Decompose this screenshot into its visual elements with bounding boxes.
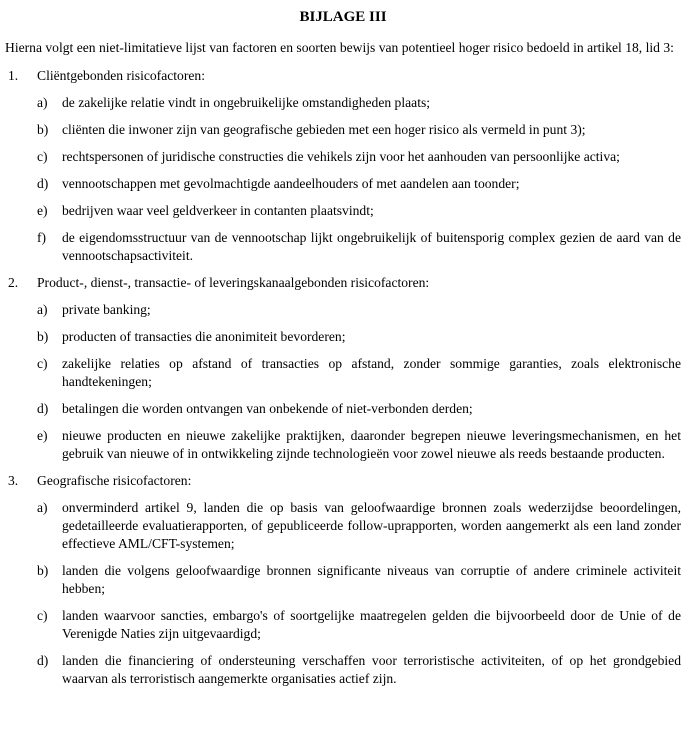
- list-item: [5, 301, 681, 319]
- list-item-text: bedrijven waar veel geldverkeer in contanten plaatsvindt;: [62, 203, 374, 218]
- list-item-marker: c): [37, 356, 48, 371]
- list-item: [5, 229, 681, 265]
- list-item-text: nieuwe producten en nieuwe zakelijke praktijken, daaronder begrepen nieuwe leveringsmechanismen, en het gebruik van nieuwe of in ontwikkeling zijnde technologieën voor zowel nieuwe als reeds bestaande producten.: [62, 428, 681, 461]
- list-item-text: landen die volgens geloofwaardige bronnen significante niveaus van corruptie of andere criminele activiteit hebben;: [62, 563, 681, 596]
- list-item: [5, 328, 681, 346]
- list-item: [5, 121, 681, 139]
- list-item: [5, 202, 681, 220]
- section-2: [5, 274, 681, 292]
- list-item: [5, 499, 681, 553]
- list-item-marker: a): [37, 500, 48, 515]
- list-item-marker: b): [37, 122, 49, 137]
- section-1: [5, 67, 681, 85]
- list-item-text: cliënten die inwoner zijn van geografische gebieden met een hoger risico als vermeld in punt 3);: [62, 122, 586, 137]
- section-3: [5, 472, 681, 490]
- list-item-marker: b): [37, 563, 49, 578]
- list-item: [5, 355, 681, 391]
- list-item-marker: d): [37, 176, 49, 191]
- list-item-text: landen die financiering of ondersteuning verschaffen voor terroristische activiteiten, of op het grondgebied waarvan als terroristisch aangemerkte organisaties actief zijn.: [62, 653, 681, 686]
- list-item-marker: e): [37, 428, 48, 443]
- section-heading: Cliëntgebonden risicofactoren:: [37, 68, 205, 83]
- list-item: [5, 607, 681, 643]
- section-heading: Geografische risicofactoren:: [37, 473, 192, 488]
- list-item-text: onverminderd artikel 9, landen die op basis van geloofwaardige bronnen zoals wederzijdse beoordelingen, gedetailleerde evaluatierapporten, of gepubliceerde follow-uprapporten, worden aangemerkt als een land zonder effectieve AML/CFT-systemen;: [62, 500, 681, 551]
- list-item-text: de zakelijke relatie vindt in ongebruikelijke omstandigheden plaats;: [62, 95, 431, 110]
- list-item: [5, 562, 681, 598]
- list-item-marker: a): [37, 95, 48, 110]
- list-item: [5, 400, 681, 418]
- list-item-marker: b): [37, 329, 49, 344]
- list-item-marker: f): [37, 230, 47, 245]
- section-number: 2.: [8, 275, 19, 290]
- list-item-marker: a): [37, 302, 48, 317]
- list-item-marker: d): [37, 653, 49, 668]
- list-item: [5, 148, 681, 166]
- list-item-text: producten of transacties die anonimiteit bevorderen;: [62, 329, 346, 344]
- list-item-text: vennootschappen met gevolmachtigde aandeelhouders of met aandelen aan toonder;: [62, 176, 520, 191]
- section-number: 3.: [8, 473, 19, 488]
- section-heading: Product-, dienst-, transactie- of leveringskanaalgebonden risicofactoren:: [37, 275, 430, 290]
- list-item-text: de eigendomsstructuur van de vennootschap lijkt ongebruikelijk of buitensporig complex gezien de aard van de vennootschapsactiviteit.: [62, 230, 681, 263]
- list-item-text: betalingen die worden ontvangen van onbekende of niet-verbonden derden;: [62, 401, 473, 416]
- list-item: [5, 94, 681, 112]
- list-item: [5, 427, 681, 463]
- list-item-marker: c): [37, 608, 48, 623]
- list-item: [5, 175, 681, 193]
- page-title: BIJLAGE III: [299, 9, 387, 25]
- intro-paragraph: Hierna volgt een niet-limitatieve lijst van factoren en soorten bewijs van potentieel hoger risico bedoeld in artikel 18, lid 3:: [5, 40, 674, 55]
- list-item-marker: c): [37, 149, 48, 164]
- list-item-marker: d): [37, 401, 49, 416]
- list-item: [5, 652, 681, 688]
- list-item-text: rechtspersonen of juridische constructies die vehikels zijn voor het aanhouden van persoonlijke activa;: [62, 149, 620, 164]
- section-number: 1.: [8, 68, 19, 83]
- list-item-text: zakelijke relaties op afstand of transacties op afstand, zonder sommige garanties, zoals elektronische handtekeningen;: [62, 356, 681, 389]
- list-item-text: private banking;: [62, 302, 151, 317]
- list-item-text: landen waarvoor sancties, embargo's of soortgelijke maatregelen gelden die bijvoorbeeld door de Unie of de Verenigde Naties zijn uitgevaardigd;: [62, 608, 681, 641]
- list-item-marker: e): [37, 203, 48, 218]
